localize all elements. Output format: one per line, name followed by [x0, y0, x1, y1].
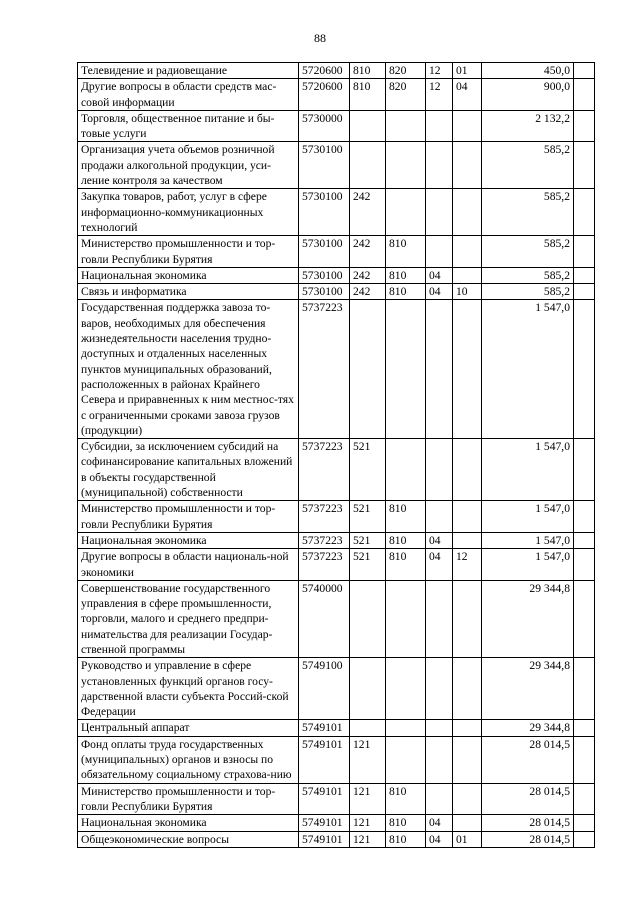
empty-cell — [574, 658, 595, 720]
item-name-cell: Субсидии, за исключением субсидий на софинансирование капитальных вложений в объекты государственной (муниципальной) собственности — [78, 439, 299, 501]
amount-cell: 2 132,2 — [482, 110, 574, 142]
item-name-cell: Другие вопросы в области националь-ной экономики — [78, 549, 299, 581]
item-name-cell: Министерство промышленности и тор-говли Республики Бурятия — [78, 501, 299, 533]
expense-type-cell: 121 — [350, 831, 386, 847]
table-row — [78, 831, 595, 847]
expense-type-cell: 242 — [350, 284, 386, 300]
administrator-cell — [386, 300, 426, 439]
subsection-cell — [453, 720, 482, 736]
amount-cell: 585,2 — [482, 142, 574, 189]
target-article-cell: 5749100 — [299, 658, 350, 720]
subsection-cell — [453, 658, 482, 720]
target-article-cell: 5749101 — [299, 831, 350, 847]
item-name-cell: Национальная экономика — [78, 267, 299, 283]
subsection-cell — [453, 110, 482, 142]
section-cell: 04 — [426, 815, 453, 831]
empty-cell — [574, 783, 595, 815]
target-article-cell: 5737223 — [299, 532, 350, 548]
administrator-cell — [386, 720, 426, 736]
administrator-cell — [386, 580, 426, 657]
section-cell — [426, 189, 453, 236]
section-cell — [426, 501, 453, 533]
amount-cell: 1 547,0 — [482, 549, 574, 581]
table-row — [78, 79, 595, 111]
administrator-cell — [386, 110, 426, 142]
target-article-cell: 5737223 — [299, 300, 350, 439]
subsection-cell — [453, 300, 482, 439]
expense-type-cell — [350, 720, 386, 736]
table-row — [78, 189, 595, 236]
subsection-cell — [453, 142, 482, 189]
section-cell — [426, 580, 453, 657]
page-number: 88 — [314, 31, 326, 45]
section-cell — [426, 783, 453, 815]
target-article-cell: 5730100 — [299, 189, 350, 236]
subsection-cell — [453, 267, 482, 283]
amount-cell: 29 344,8 — [482, 580, 574, 657]
amount-cell: 29 344,8 — [482, 658, 574, 720]
table-row — [78, 783, 595, 815]
empty-cell — [574, 284, 595, 300]
section-cell: 04 — [426, 284, 453, 300]
subsection-cell — [453, 815, 482, 831]
empty-cell — [574, 532, 595, 548]
target-article-cell: 5749101 — [299, 783, 350, 815]
expense-type-cell: 121 — [350, 815, 386, 831]
amount-cell: 28 014,5 — [482, 831, 574, 847]
administrator-cell: 810 — [386, 532, 426, 548]
section-cell — [426, 720, 453, 736]
expense-type-cell — [350, 110, 386, 142]
item-name-cell: Другие вопросы в области средств мас-совой информации — [78, 79, 299, 111]
table-row — [78, 720, 595, 736]
administrator-cell — [386, 736, 426, 783]
subsection-cell: 10 — [453, 284, 482, 300]
empty-cell — [574, 300, 595, 439]
empty-cell — [574, 501, 595, 533]
amount-cell: 28 014,5 — [482, 736, 574, 783]
item-name-cell: Министерство промышленности и тор-говли Республики Бурятия — [78, 236, 299, 268]
table-row — [78, 142, 595, 189]
expense-type-cell — [350, 300, 386, 439]
expense-type-cell: 810 — [350, 79, 386, 111]
table-row — [78, 63, 595, 79]
section-cell — [426, 439, 453, 501]
expense-type-cell: 242 — [350, 189, 386, 236]
amount-cell: 28 014,5 — [482, 815, 574, 831]
target-article-cell: 5737223 — [299, 501, 350, 533]
expense-type-cell: 121 — [350, 783, 386, 815]
table-row — [78, 658, 595, 720]
administrator-cell: 820 — [386, 79, 426, 111]
empty-cell — [574, 142, 595, 189]
item-name-cell: Организация учета объемов розничной продажи алкогольной продукции, уси-ление контроля за качеством — [78, 142, 299, 189]
amount-cell: 29 344,8 — [482, 720, 574, 736]
administrator-cell — [386, 142, 426, 189]
empty-cell — [574, 79, 595, 111]
subsection-cell — [453, 189, 482, 236]
administrator-cell: 810 — [386, 783, 426, 815]
section-cell: 12 — [426, 79, 453, 111]
empty-cell — [574, 236, 595, 268]
target-article-cell: 5740000 — [299, 580, 350, 657]
target-article-cell: 5737223 — [299, 549, 350, 581]
subsection-cell — [453, 736, 482, 783]
table-row — [78, 580, 595, 657]
section-cell — [426, 110, 453, 142]
item-name-cell: Телевидение и радиовещание — [78, 63, 299, 79]
expense-type-cell: 521 — [350, 532, 386, 548]
table-row — [78, 300, 595, 439]
empty-cell — [574, 815, 595, 831]
item-name-cell: Совершенствование государственного управления в сфере промышленности, торговли, малого и среднего предпри-нимательства для реализации Государ-ственной программы — [78, 580, 299, 657]
item-name-cell: Государственная поддержка завоза то-варов, необходимых для обеспечения жизнедеятельности населения трудно-доступных и отдаленных населенных пунктов муниципальных образований, расположенных в районах Крайнего Севера и приравненных к ним местнос-тях с ограниченными сроками завоза грузов (продукции) — [78, 300, 299, 439]
section-cell — [426, 658, 453, 720]
empty-cell — [574, 720, 595, 736]
table-row — [78, 532, 595, 548]
amount-cell: 900,0 — [482, 79, 574, 111]
administrator-cell — [386, 439, 426, 501]
empty-cell — [574, 831, 595, 847]
item-name-cell: Торговля, общественное питание и бы-товые услуги — [78, 110, 299, 142]
table-row — [78, 284, 595, 300]
target-article-cell: 5749101 — [299, 815, 350, 831]
item-name-cell: Руководство и управление в сфере установленных функций органов госу-дарственной власти субъекта Россий-ской Федерации — [78, 658, 299, 720]
amount-cell: 1 547,0 — [482, 501, 574, 533]
table-row — [78, 110, 595, 142]
section-cell — [426, 236, 453, 268]
expense-type-cell: 521 — [350, 549, 386, 581]
empty-cell — [574, 580, 595, 657]
item-name-cell: Фонд оплаты труда государственных (муниципальных) органов и взносы по обязательному социальному страхова-нию — [78, 736, 299, 783]
administrator-cell: 820 — [386, 63, 426, 79]
subsection-cell: 04 — [453, 79, 482, 111]
table-row — [78, 501, 595, 533]
administrator-cell — [386, 658, 426, 720]
table-row — [78, 549, 595, 581]
empty-cell — [574, 736, 595, 783]
section-cell: 04 — [426, 532, 453, 548]
target-article-cell: 5730100 — [299, 142, 350, 189]
section-cell — [426, 142, 453, 189]
subsection-cell — [453, 532, 482, 548]
amount-cell: 585,2 — [482, 236, 574, 268]
item-name-cell: Национальная экономика — [78, 815, 299, 831]
target-article-cell: 5730100 — [299, 236, 350, 268]
amount-cell: 1 547,0 — [482, 439, 574, 501]
amount-cell: 585,2 — [482, 267, 574, 283]
subsection-cell — [453, 580, 482, 657]
section-cell: 12 — [426, 63, 453, 79]
target-article-cell: 5720600 — [299, 79, 350, 111]
administrator-cell — [386, 189, 426, 236]
empty-cell — [574, 63, 595, 79]
item-name-cell: Центральный аппарат — [78, 720, 299, 736]
table-row — [78, 736, 595, 783]
table-row — [78, 267, 595, 283]
item-name-cell: Национальная экономика — [78, 532, 299, 548]
expense-type-cell — [350, 658, 386, 720]
amount-cell: 28 014,5 — [482, 783, 574, 815]
empty-cell — [574, 439, 595, 501]
table-row — [78, 236, 595, 268]
subsection-cell — [453, 783, 482, 815]
section-cell: 04 — [426, 267, 453, 283]
subsection-cell: 12 — [453, 549, 482, 581]
amount-cell: 585,2 — [482, 284, 574, 300]
table-row — [78, 439, 595, 501]
empty-cell — [574, 549, 595, 581]
target-article-cell: 5730100 — [299, 267, 350, 283]
expense-type-cell: 242 — [350, 267, 386, 283]
subsection-cell — [453, 439, 482, 501]
table-row — [78, 815, 595, 831]
administrator-cell: 810 — [386, 549, 426, 581]
budget-table — [77, 62, 595, 848]
administrator-cell: 810 — [386, 815, 426, 831]
administrator-cell: 810 — [386, 501, 426, 533]
amount-cell: 450,0 — [482, 63, 574, 79]
target-article-cell: 5737223 — [299, 439, 350, 501]
amount-cell: 1 547,0 — [482, 532, 574, 548]
section-cell — [426, 300, 453, 439]
empty-cell — [574, 267, 595, 283]
item-name-cell: Связь и информатика — [78, 284, 299, 300]
item-name-cell: Закупка товаров, работ, услуг в сфере информационно-коммуникационных технологий — [78, 189, 299, 236]
table-body — [78, 63, 595, 848]
expense-type-cell — [350, 142, 386, 189]
item-name-cell: Министерство промышленности и тор-говли Республики Бурятия — [78, 783, 299, 815]
target-article-cell: 5730100 — [299, 284, 350, 300]
expense-type-cell: 242 — [350, 236, 386, 268]
empty-cell — [574, 110, 595, 142]
section-cell — [426, 736, 453, 783]
subsection-cell — [453, 501, 482, 533]
target-article-cell: 5730000 — [299, 110, 350, 142]
item-name-cell: Общеэкономические вопросы — [78, 831, 299, 847]
amount-cell: 585,2 — [482, 189, 574, 236]
administrator-cell: 810 — [386, 267, 426, 283]
administrator-cell: 810 — [386, 236, 426, 268]
expense-type-cell — [350, 580, 386, 657]
amount-cell: 1 547,0 — [482, 300, 574, 439]
target-article-cell: 5749101 — [299, 736, 350, 783]
subsection-cell — [453, 236, 482, 268]
expense-type-cell: 810 — [350, 63, 386, 79]
administrator-cell: 810 — [386, 831, 426, 847]
subsection-cell: 01 — [453, 63, 482, 79]
target-article-cell: 5720600 — [299, 63, 350, 79]
subsection-cell: 01 — [453, 831, 482, 847]
empty-cell — [574, 189, 595, 236]
expense-type-cell: 521 — [350, 439, 386, 501]
expense-type-cell: 121 — [350, 736, 386, 783]
section-cell: 04 — [426, 831, 453, 847]
expense-type-cell: 521 — [350, 501, 386, 533]
section-cell: 04 — [426, 549, 453, 581]
target-article-cell: 5749101 — [299, 720, 350, 736]
administrator-cell: 810 — [386, 284, 426, 300]
